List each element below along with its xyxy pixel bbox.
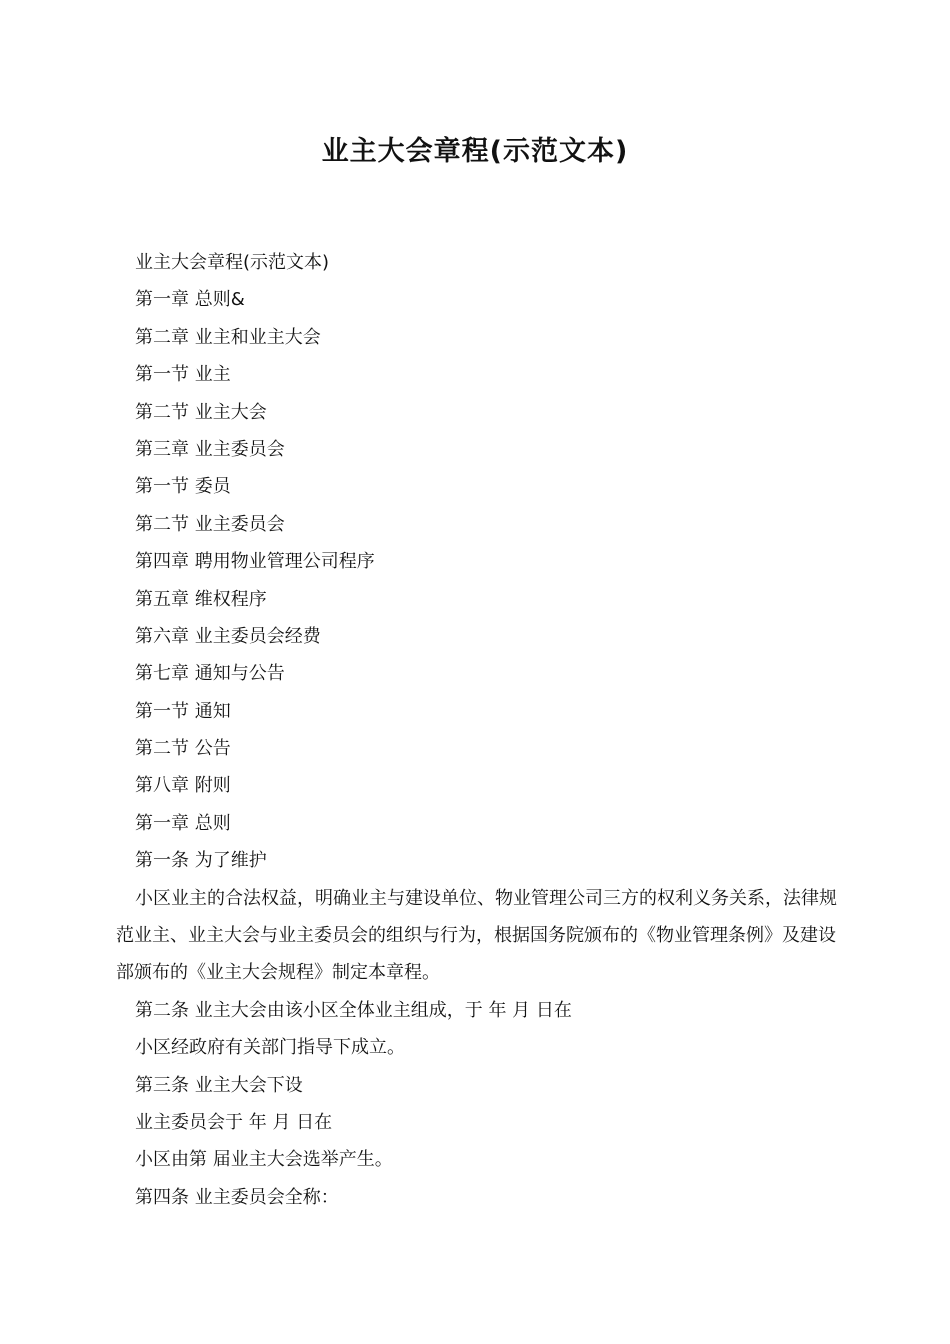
section-heading: 第一节 业主 bbox=[135, 364, 231, 386]
text-line: 小区由第 届业主大会选举产生。 bbox=[135, 1149, 393, 1171]
chapter-heading: 第一章 总则& bbox=[135, 289, 245, 311]
section-heading: 第二节 公告 bbox=[135, 738, 231, 760]
text-line: 业主委员会于 年 月 日在 bbox=[135, 1112, 333, 1134]
chapter-heading: 第二章 业主和业主大会 bbox=[135, 326, 321, 348]
section-heading: 第一节 通知 bbox=[135, 700, 231, 722]
article-line: 第三条 业主大会下设 bbox=[135, 1074, 303, 1096]
article-line: 第四条 业主委员会全称： bbox=[135, 1186, 339, 1208]
chapter-heading: 第八章 附则 bbox=[135, 775, 231, 797]
document-body bbox=[116, 244, 846, 1216]
chapter-heading: 第五章 维权程序 bbox=[135, 588, 267, 610]
document-title: 业主大会章程(示范文本) bbox=[321, 136, 629, 167]
chapter-heading: 第七章 通知与公告 bbox=[135, 663, 285, 685]
chapter-heading: 第一章 总则 bbox=[135, 812, 231, 834]
chapter-heading: 第六章 业主委员会经费 bbox=[135, 625, 321, 647]
chapter-heading: 第三章 业主委员会 bbox=[135, 438, 285, 460]
section-heading: 第二节 业主委员会 bbox=[135, 513, 285, 535]
text-line: 小区经政府有关部门指导下成立。 bbox=[135, 1037, 405, 1059]
section-heading: 第二节 业主大会 bbox=[135, 401, 267, 423]
article-paragraph: 小区业主的合法权益，明确业主与建设单位、物业管理公司三方的权利义务关系，法律规范业主、业主大会与业主委员会的组织与行为，根据国务院颁布的《物业管理条例》及建设部颁布的《业主大会规程》制定本章程。 bbox=[116, 887, 837, 984]
section-heading: 第一节 委员 bbox=[135, 476, 231, 498]
chapter-heading: 第四章 聘用物业管理公司程序 bbox=[135, 551, 375, 573]
article-line: 第一条 为了维护 bbox=[135, 850, 267, 872]
text-line: 业主大会章程(示范文本) bbox=[135, 252, 330, 273]
article-line: 第二条 业主大会由该小区全体业主组成，于 年 月 日在 bbox=[135, 999, 572, 1021]
